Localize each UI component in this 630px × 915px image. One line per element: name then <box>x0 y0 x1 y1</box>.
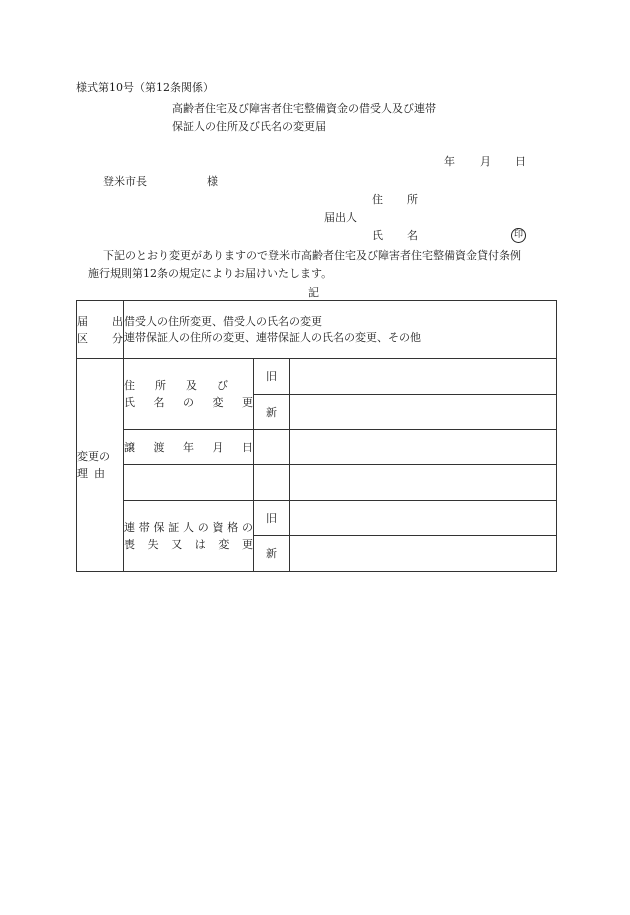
date-day-label: 日 <box>515 155 526 168</box>
item1-line1: 住 所 及 び <box>124 379 228 392</box>
item-transfer-date <box>124 430 254 465</box>
reason-label-line2: 理 由 <box>77 467 105 480</box>
form-title-line2: 保証人の住所及び氏名の変更届 <box>172 120 326 133</box>
blank-item-cell <box>124 465 254 501</box>
category-options-cell <box>124 301 557 359</box>
item3-old-row <box>77 501 557 536</box>
honorific: 様 <box>207 175 218 188</box>
item-guarantor-status-change <box>124 501 254 572</box>
new-label: 新 <box>254 395 290 430</box>
category-option-borrower[interactable]: 借受人の住所変更、借受人の氏名の変更 <box>124 314 322 328</box>
category-label-cell <box>77 301 124 359</box>
form-title-line1: 高齢者住宅及び障害者住宅整備資金の借受人及び連帯 <box>172 102 436 115</box>
item-address-name-change <box>124 359 254 430</box>
item1-old-row <box>77 359 557 395</box>
item3-old-value-field[interactable] <box>290 501 557 536</box>
blank-row <box>77 465 557 501</box>
item3-line1: 連 帯 保 証 人 の 資 格 の <box>124 521 253 534</box>
category-row <box>77 301 557 359</box>
body-text-line2: 施行規則第12条の規定によりお届けいたします。 <box>88 267 333 280</box>
transfer-date-blank-cell <box>254 430 290 465</box>
transfer-date-field[interactable] <box>290 430 557 465</box>
body-text-line1: 下記のとおり変更がありますので登米市高齢者住宅及び障害者住宅整備資金貸付条例 <box>103 249 521 262</box>
date-year-label: 年 <box>444 155 455 168</box>
item1-new-value-field[interactable] <box>290 395 557 430</box>
item1-line2: 氏 名 の 変 更 <box>124 396 253 409</box>
transfer-date-row <box>77 430 557 465</box>
category-label-line2: 区 分 <box>77 331 123 345</box>
category-option-guarantor[interactable]: 連帯保証人の住所の変更、連帯保証人の氏名の変更、その他 <box>124 330 421 344</box>
seal-mark: 印 <box>511 228 526 243</box>
item2-label: 譲 渡 年 月 日 <box>124 440 253 454</box>
item1-old-value-field[interactable] <box>290 359 557 395</box>
reason-label-line1: 変更の <box>77 450 110 463</box>
new-label: 新 <box>254 536 290 572</box>
item3-new-value-field[interactable] <box>290 536 557 572</box>
name-label: 氏 名 <box>372 229 418 242</box>
blank-value-field[interactable] <box>290 465 557 501</box>
date-month-label: 月 <box>480 155 491 168</box>
change-form-table <box>76 300 557 572</box>
reason-label-cell <box>77 359 124 572</box>
address-label: 住 所 <box>372 193 418 206</box>
old-label: 旧 <box>254 359 290 395</box>
applicant-label: 届出人 <box>324 211 357 224</box>
old-label: 旧 <box>254 501 290 536</box>
blank-mark-cell <box>254 465 290 501</box>
addressee: 登米市長 <box>103 175 147 188</box>
category-label-line1: 届 出 <box>77 314 123 328</box>
form-number: 様式第10号（第12条関係） <box>76 81 214 94</box>
ki-heading: 記 <box>308 286 319 299</box>
item3-line2: 喪 失 又 は 変 更 <box>124 538 253 551</box>
